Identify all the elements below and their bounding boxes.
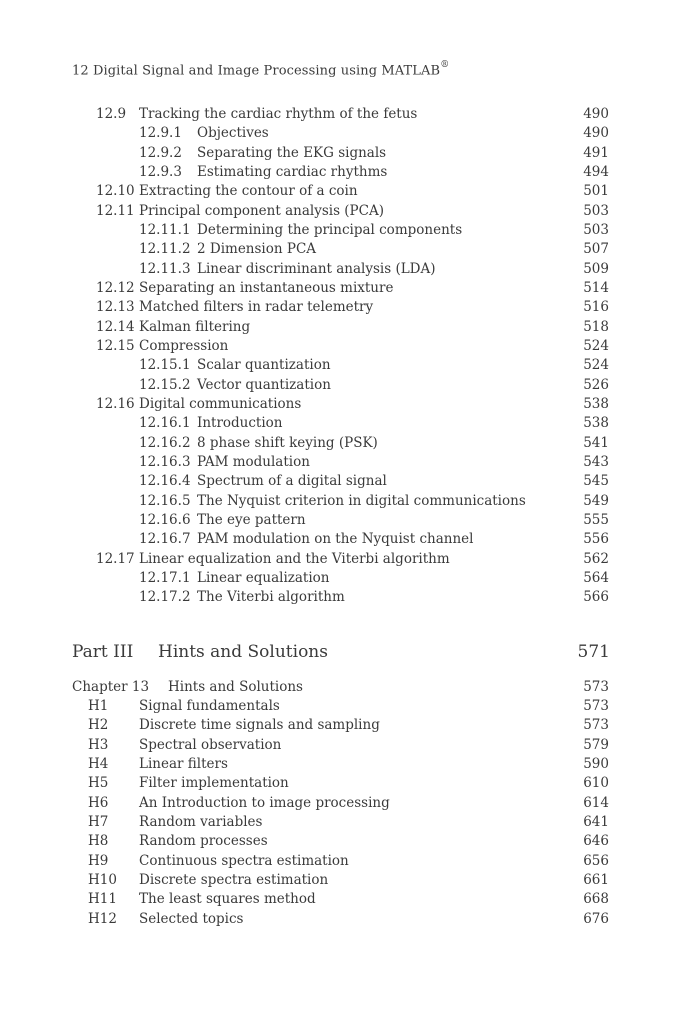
- entry-number: 12.11.3: [139, 260, 191, 277]
- toc-entry-hint-2: [0, 736, 682, 755]
- entry-title: Extracting the contour of a coin: [139, 183, 358, 200]
- entry-title: Objectives: [197, 125, 269, 142]
- toc-entry-hint-3: [0, 755, 682, 774]
- entry-number: H6: [88, 794, 109, 811]
- toc-entry-6: [0, 221, 682, 240]
- entry-title: The least squares method: [139, 891, 316, 908]
- entry-number: 12.15: [96, 337, 135, 354]
- toc-entry-8: [0, 260, 682, 279]
- entry-page: 490: [583, 106, 609, 122]
- toc-entry-12: [0, 337, 682, 356]
- toc-entry-4: [0, 182, 682, 201]
- entry-page: 614: [583, 794, 609, 811]
- part-page: 571: [577, 642, 610, 662]
- entry-page: 516: [583, 299, 609, 316]
- entry-page: 562: [583, 550, 609, 567]
- entry-number: 12.16.3: [139, 453, 191, 470]
- toc-entry-16: [0, 414, 682, 433]
- entry-number: 12.16.4: [139, 473, 191, 490]
- entry-page: 507: [583, 241, 609, 258]
- entry-page: 494: [583, 163, 609, 180]
- entry-title: Matched filters in radar telemetry: [139, 299, 374, 316]
- toc-entry-17: [0, 434, 682, 453]
- entry-title: Selected topics: [139, 910, 244, 927]
- entry-number: 12.11: [96, 202, 135, 219]
- entry-page: 549: [583, 492, 609, 509]
- entry-number: 12.16.2: [139, 434, 191, 451]
- entry-title: Linear filters: [139, 755, 228, 772]
- entry-title: The Nyquist criterion in digital communications: [197, 492, 526, 509]
- entry-title: Spectrum of a digital signal: [197, 473, 387, 490]
- entry-title: 2 Dimension PCA: [197, 241, 317, 258]
- entry-number: 12.10: [96, 183, 135, 200]
- entry-title: Kalman filtering: [139, 318, 251, 335]
- toc-entry-hint-0: [0, 697, 682, 716]
- part-title: Hints and Solutions: [158, 642, 328, 662]
- entry-title: Signal fundamentals: [139, 698, 280, 714]
- entry-title: Random processes: [139, 833, 268, 850]
- toc-entry-hint-1: [0, 716, 682, 735]
- entry-title: Digital communications: [139, 395, 302, 412]
- toc-entry-11: [0, 318, 682, 337]
- entry-title: Discrete spectra estimation: [139, 871, 329, 888]
- entry-number: H2: [88, 717, 109, 734]
- toc-entry-1: [0, 124, 682, 143]
- entry-number: 12.16.1: [139, 415, 191, 432]
- toc-entry-hint-4: [0, 774, 682, 793]
- entry-number: 12.9: [96, 106, 127, 122]
- toc-entry-13: [0, 356, 682, 375]
- entry-title: Discrete time signals and sampling: [139, 717, 380, 734]
- toc-entry-hint-8: [0, 852, 682, 871]
- entry-number: 12.17: [96, 550, 135, 567]
- toc-entry-10: [0, 298, 682, 317]
- entry-number: H8: [88, 833, 109, 850]
- entry-page: 656: [583, 852, 609, 869]
- entry-title: An Introduction to image processing: [139, 794, 390, 811]
- entry-number: 12.16.6: [139, 511, 191, 528]
- part-label: Part III: [72, 642, 134, 662]
- entry-title: Random variables: [139, 813, 263, 830]
- entry-page: 526: [583, 376, 609, 393]
- entry-number: 12.16.7: [139, 531, 191, 548]
- entry-title: Hints and Solutions: [168, 679, 303, 695]
- entry-page: 573: [583, 698, 609, 714]
- entry-number: Chapter 13: [72, 679, 150, 695]
- entry-title: Tracking the cardiac rhythm of the fetus: [139, 106, 418, 122]
- toc-entry-9: [0, 279, 682, 298]
- toc-entry-hint-9: [0, 871, 682, 890]
- entry-page: 509: [583, 260, 609, 277]
- entry-number: 12.9.3: [139, 163, 182, 180]
- toc-entry-14: [0, 376, 682, 395]
- entry-number: 12.9.2: [139, 144, 182, 161]
- entry-number: 12.9.1: [139, 125, 182, 142]
- entry-title: Linear equalization: [197, 569, 330, 586]
- entry-title: Filter implementation: [139, 775, 289, 792]
- entry-number: H5: [88, 775, 109, 792]
- entry-page: 564: [583, 569, 609, 586]
- entry-page: 501: [583, 183, 609, 200]
- entry-number: 12.11.2: [139, 241, 191, 258]
- entry-page: 538: [583, 395, 609, 412]
- entry-title: PAM modulation on the Nyquist channel: [197, 531, 474, 548]
- toc-entry-chapter-13: [0, 678, 682, 697]
- toc-entry-0: [0, 105, 682, 124]
- entry-number: H10: [88, 871, 117, 888]
- toc-entry-25: [0, 588, 682, 607]
- entry-number: 12.17.1: [139, 569, 191, 586]
- entry-page: 646: [583, 833, 609, 850]
- toc-entry-21: [0, 511, 682, 530]
- entry-page: 490: [583, 125, 609, 142]
- entry-title: Introduction: [197, 415, 283, 432]
- toc-entry-7: [0, 240, 682, 259]
- entry-title: Scalar quantization: [197, 357, 331, 374]
- entry-number: H3: [88, 736, 109, 753]
- entry-number: 12.15.1: [139, 357, 191, 374]
- entry-page: 579: [583, 736, 609, 753]
- entry-number: 12.17.2: [139, 589, 191, 606]
- toc-entry-3: [0, 163, 682, 182]
- entry-title: Separating an instantaneous mixture: [139, 279, 394, 296]
- entry-page: 543: [583, 453, 609, 470]
- entry-number: 12.15.2: [139, 376, 191, 393]
- toc-entry-15: [0, 395, 682, 414]
- part-heading: [72, 641, 610, 663]
- entry-number: H7: [88, 813, 109, 830]
- entry-page: 556: [583, 531, 609, 548]
- entry-title: PAM modulation: [197, 453, 310, 470]
- toc-entry-hint-11: [0, 910, 682, 929]
- entry-title: Spectral observation: [139, 736, 282, 753]
- entry-title: Compression: [139, 337, 229, 354]
- entry-page: 524: [583, 357, 609, 374]
- toc-entry-20: [0, 492, 682, 511]
- toc-entry-19: [0, 472, 682, 491]
- entry-number: 12.14: [96, 318, 135, 335]
- registered-mark: ®: [440, 60, 450, 70]
- entry-page: 676: [583, 910, 609, 927]
- toc-entry-5: [0, 202, 682, 221]
- entry-page: 661: [583, 871, 609, 888]
- toc-entry-hint-5: [0, 794, 682, 813]
- entry-number: H1: [88, 698, 109, 714]
- entry-number: 12.16.5: [139, 492, 191, 509]
- entry-page: 610: [583, 775, 609, 792]
- entry-title: Separating the EKG signals: [197, 144, 387, 161]
- entry-number: H11: [88, 891, 117, 908]
- entry-number: 12.16: [96, 395, 135, 412]
- running-head-text: 12 Digital Signal and Image Processing using MATLAB: [72, 63, 441, 79]
- toc-entry-2: [0, 144, 682, 163]
- entry-page: 514: [583, 279, 609, 296]
- entry-title: Estimating cardiac rhythms: [197, 163, 388, 180]
- entry-page: 641: [583, 813, 609, 830]
- entry-page: 518: [583, 318, 609, 335]
- entry-page: 541: [583, 434, 609, 451]
- toc-entry-24: [0, 569, 682, 588]
- entry-title: Vector quantization: [197, 376, 331, 393]
- toc-entry-hint-6: [0, 813, 682, 832]
- toc-entry-18: [0, 453, 682, 472]
- entry-number: 12.11.1: [139, 221, 191, 238]
- entry-page: 538: [583, 415, 609, 432]
- toc-entry-hint-10: [0, 890, 682, 909]
- entry-page: 503: [583, 221, 609, 238]
- entry-page: 573: [583, 679, 609, 695]
- toc-entry-hint-7: [0, 832, 682, 851]
- entry-number: H9: [88, 852, 109, 869]
- entry-title: Continuous spectra estimation: [139, 852, 349, 869]
- entry-page: 545: [583, 473, 609, 490]
- entry-title: The Viterbi algorithm: [197, 589, 345, 606]
- entry-number: H12: [88, 910, 117, 927]
- entry-title: Principal component analysis (PCA): [139, 202, 384, 219]
- entry-page: 491: [583, 144, 609, 161]
- entry-number: 12.13: [96, 299, 135, 316]
- toc-entry-23: [0, 550, 682, 569]
- entry-title: The eye pattern: [197, 511, 306, 528]
- entry-title: 8 phase shift keying (PSK): [197, 434, 378, 451]
- entry-page: 668: [583, 891, 609, 908]
- entry-number: 12.12: [96, 279, 135, 296]
- entry-title: Determining the principal components: [197, 221, 463, 238]
- entry-page: 524: [583, 337, 609, 354]
- entry-page: 503: [583, 202, 609, 219]
- entry-page: 573: [583, 717, 609, 734]
- entry-page: 555: [583, 511, 609, 528]
- entry-page: 566: [583, 589, 609, 606]
- entry-page: 590: [583, 755, 609, 772]
- entry-number: H4: [88, 755, 109, 772]
- entry-title: Linear discriminant analysis (LDA): [197, 260, 436, 277]
- entry-title: Linear equalization and the Viterbi algorithm: [139, 550, 450, 567]
- toc-entry-22: [0, 530, 682, 549]
